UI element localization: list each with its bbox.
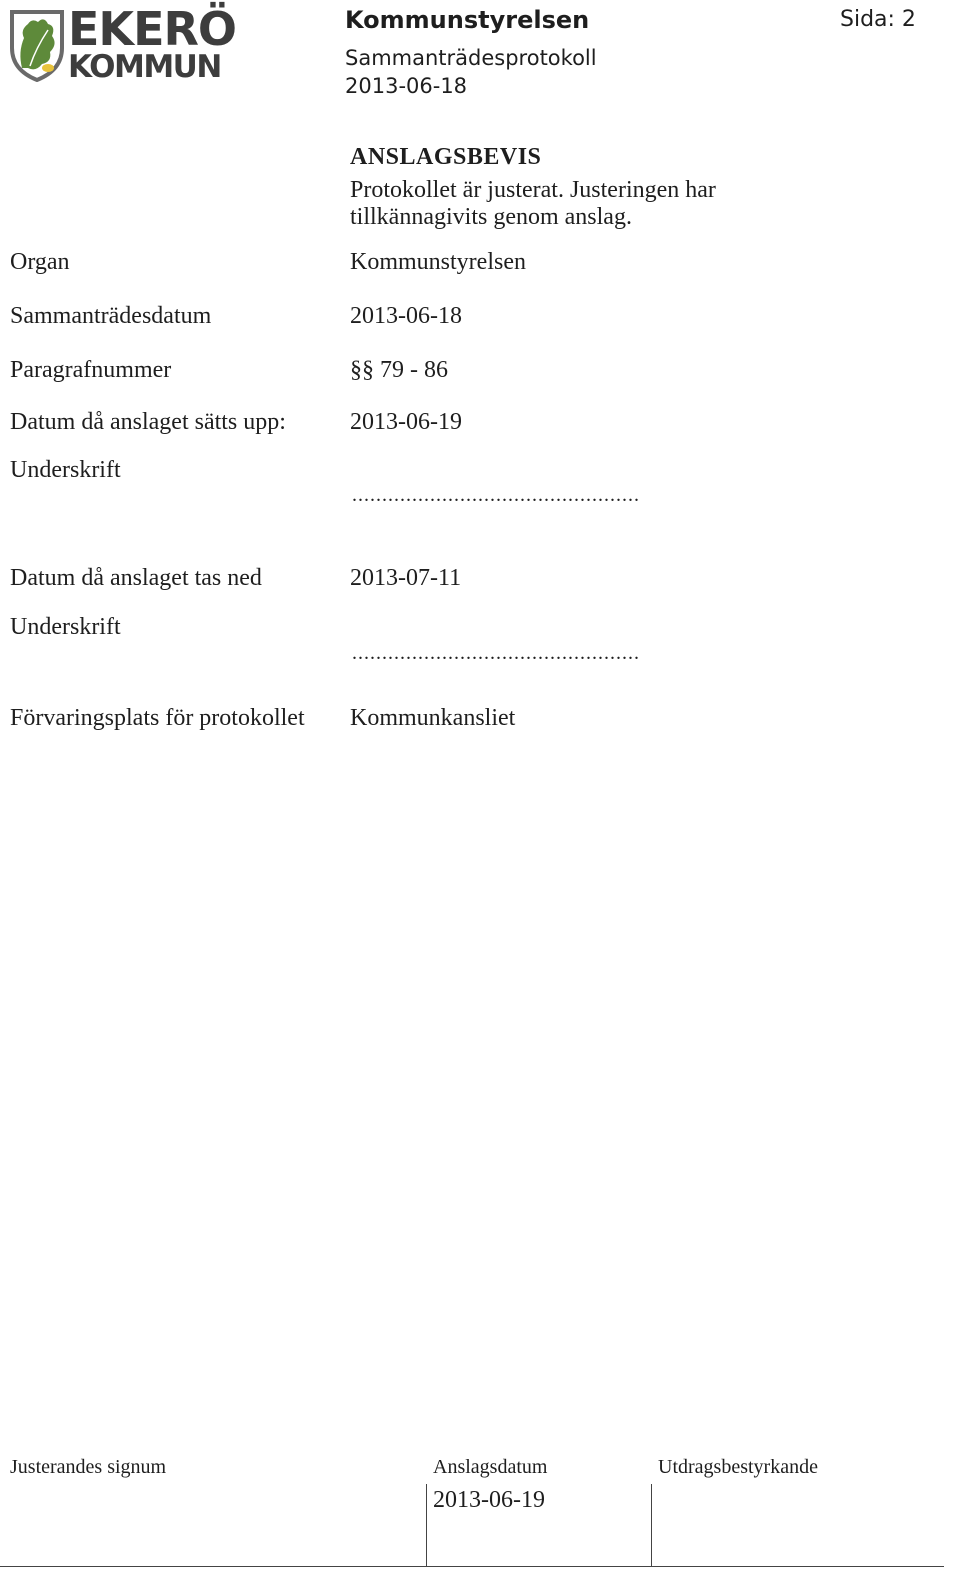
header-title: Kommunstyrelsen	[345, 6, 590, 34]
field-value-meeting-date: 2013-06-18	[350, 303, 462, 329]
notice-text-line2: tillkännagivits genom anslag.	[350, 204, 632, 230]
footer-utdrag-label: Utdragsbestyrkande	[658, 1456, 818, 1478]
signature-line-1: ................................................	[352, 484, 640, 506]
field-value-organ: Kommunstyrelsen	[350, 249, 526, 275]
page-number: Sida: 2	[840, 7, 916, 32]
field-value-paragraphs: §§ 79 - 86	[350, 357, 448, 383]
field-label-organ: Organ	[10, 249, 70, 275]
oak-leaf-shield-icon	[8, 8, 66, 82]
footer-divider-1	[426, 1484, 427, 1567]
header-subtitle: Sammanträdesprotokoll	[345, 46, 597, 70]
signature-line-2: ................................................	[352, 642, 640, 664]
field-label-storage: Förvaringsplats för protokollet	[10, 705, 305, 731]
field-label-paragraphs: Paragrafnummer	[10, 357, 172, 383]
ekero-kommun-logo	[8, 2, 237, 85]
notice-text-line1: Protokollet är justerat. Justeringen har	[350, 177, 716, 203]
field-label-signature-1: Underskrift	[10, 457, 121, 483]
field-value-posting-date: 2013-06-19	[350, 409, 462, 435]
logo-text-ekero: EKERÖ	[68, 2, 237, 56]
field-label-meeting-date: Sammanträdesdatum	[10, 303, 212, 329]
header-date: 2013-06-18	[345, 74, 468, 98]
field-value-storage: Kommunkansliet	[350, 705, 516, 731]
footer-divider-2	[651, 1484, 652, 1567]
footer-signum-label: Justerandes signum	[10, 1456, 167, 1478]
logo-text-kommun: KOMMUN	[68, 49, 221, 85]
field-label-signature-2: Underskrift	[10, 614, 121, 640]
footer-anslagsdatum-value: 2013-06-19	[433, 1487, 545, 1513]
notice-heading: ANSLAGSBEVIS	[350, 144, 542, 170]
field-value-removal-date: 2013-07-11	[350, 565, 462, 591]
footer-anslagsdatum-label: Anslagsdatum	[433, 1456, 548, 1478]
field-label-removal-date: Datum då anslaget tas ned	[10, 565, 262, 591]
footer-bottom-rule	[0, 1566, 944, 1567]
field-label-posting-date: Datum då anslaget sätts upp:	[10, 409, 286, 435]
